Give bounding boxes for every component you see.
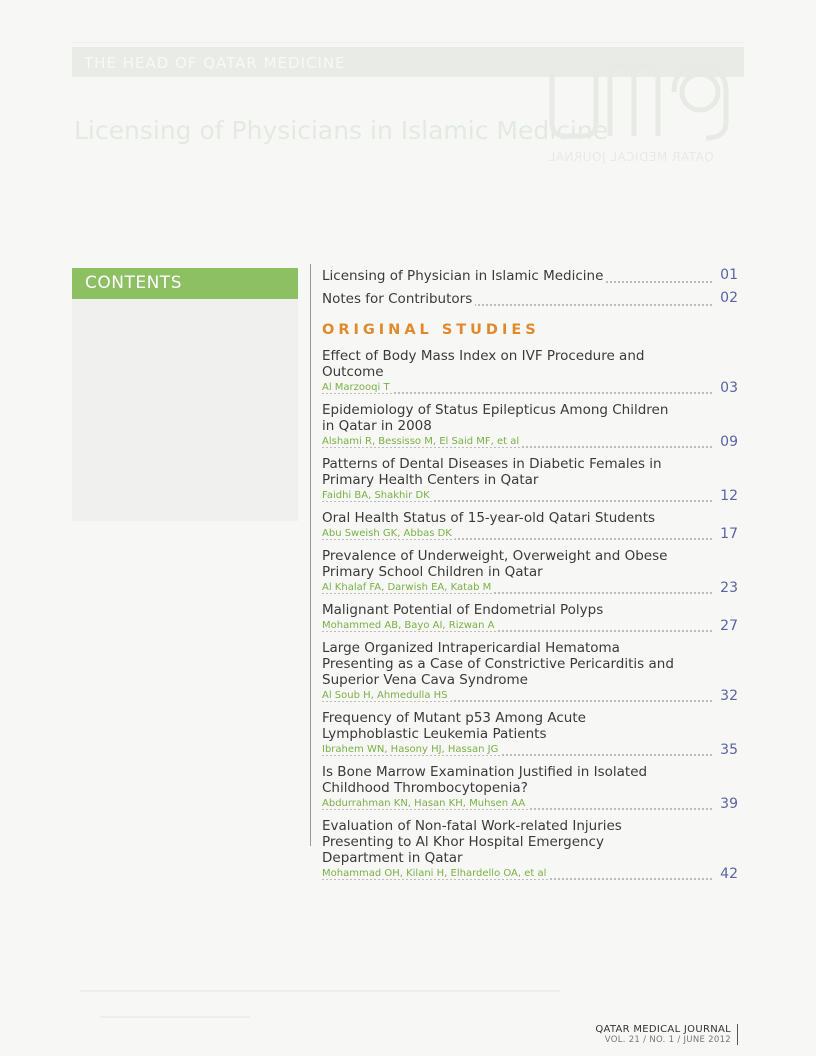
page-number: 39 — [716, 796, 738, 812]
article-title: Oral Health Status of 15-year-old Qatari Students — [322, 510, 656, 526]
article-title: Prevalence of Underweight, Overweight and Obese Primary School Children in Qatar — [322, 548, 668, 580]
article-authors: Abu Sweish GK, Abbas DK — [322, 528, 455, 539]
page-number: 35 — [716, 742, 738, 758]
article-title: Evaluation of Non-fatal Work-related Injuries Presenting to Al Khor Hospital Emergency Department in Qatar — [322, 818, 622, 866]
article-title: Malignant Potential of Endometrial Polyps — [322, 602, 604, 618]
ghost-rule — [72, 42, 744, 43]
page-number: 23 — [716, 580, 738, 596]
ghost-banner-text: THE HEAD OF QATAR MEDICINE — [84, 54, 346, 72]
column-divider — [310, 264, 311, 846]
toc-article[interactable] — [322, 710, 742, 759]
page-number: 17 — [716, 526, 738, 542]
article-authors: Mohammad OH, Kilani H, Elhardello OA, et al — [322, 868, 549, 879]
toc-article[interactable] — [322, 764, 742, 813]
article-title: Large Organized Intrapericardial Hematoma Presenting as a Case of Constrictive Pericarditis and Superior Vena Cava Syndrome — [322, 640, 674, 688]
page-number: 02 — [716, 290, 738, 306]
article-title: Is Bone Marrow Examination Justified in Isolated Childhood Thrombocytopenia? — [322, 764, 648, 796]
sidebar-panel — [72, 299, 298, 521]
toc-article[interactable] — [322, 510, 742, 543]
article-title: Epidemiology of Status Epilepticus Among Children in Qatar in 2008 — [322, 402, 669, 434]
article-authors: Faidhi BA, Shakhir DK — [322, 490, 433, 501]
contents-badge: CONTENTS — [72, 268, 298, 299]
page-number: 32 — [716, 688, 738, 704]
toc-article[interactable] — [322, 456, 742, 505]
toc-item-title: Notes for Contributors — [322, 291, 475, 307]
ghost-footer-line — [80, 990, 560, 992]
page-number: 42 — [716, 866, 738, 882]
article-authors: Al Marzooqi T — [322, 382, 393, 393]
toc-article[interactable] — [322, 402, 742, 451]
footer-volume-info: VOL. 21 / NO. 1 / JUNE 2012 — [604, 1035, 731, 1045]
article-authors: Abdurrahman KN, Hasan KH, Muhsen AA — [322, 798, 528, 809]
article-authors: Al Soub H, Ahmedulla HS — [322, 690, 451, 701]
page-number: 09 — [716, 434, 738, 450]
toc-article[interactable] — [322, 602, 742, 635]
section-heading-original-studies: ORIGINAL STUDIES — [322, 322, 540, 338]
ghost-footer-line — [100, 1016, 250, 1018]
toc-article[interactable] — [322, 548, 742, 597]
toc-article[interactable] — [322, 818, 742, 883]
ghost-title: Licensing of Physicians in Islamic Medicine — [74, 116, 609, 145]
article-authors: Al Khalaf FA, Darwish EA, Katab M — [322, 582, 494, 593]
qmj-logo-ghost — [548, 62, 740, 142]
article-authors: Mohammed AB, Bayo AI, Rizwan A — [322, 620, 497, 631]
page-number: 27 — [716, 618, 738, 634]
page-footer — [595, 1024, 738, 1045]
ghost-logo-text: QATAR MEDICAL JOURNAL — [548, 150, 714, 164]
toc-item-notes[interactable] — [322, 289, 742, 312]
article-title: Patterns of Dental Diseases in Diabetic Females in Primary Health Centers in Qatar — [322, 456, 662, 488]
footer-journal-name: QATAR MEDICAL JOURNAL — [595, 1024, 731, 1035]
table-of-contents — [322, 266, 742, 888]
article-title: Frequency of Mutant p53 Among Acute Lymphoblastic Leukemia Patients — [322, 710, 586, 742]
toc-article[interactable] — [322, 348, 742, 397]
toc-article[interactable] — [322, 640, 742, 705]
page-number: 12 — [716, 488, 738, 504]
article-title: Effect of Body Mass Index on IVF Procedure and Outcome — [322, 348, 645, 380]
toc-item-editorial[interactable] — [322, 266, 742, 289]
article-authors: Alshami R, Bessisso M, El Said MF, et al — [322, 436, 522, 447]
article-authors: Ibrahem WN, Hasony HJ, Hassan JG — [322, 744, 501, 755]
page-number: 03 — [716, 380, 738, 396]
toc-item-title: Licensing of Physician in Islamic Medicine — [322, 268, 606, 284]
page-number: 01 — [716, 267, 738, 283]
